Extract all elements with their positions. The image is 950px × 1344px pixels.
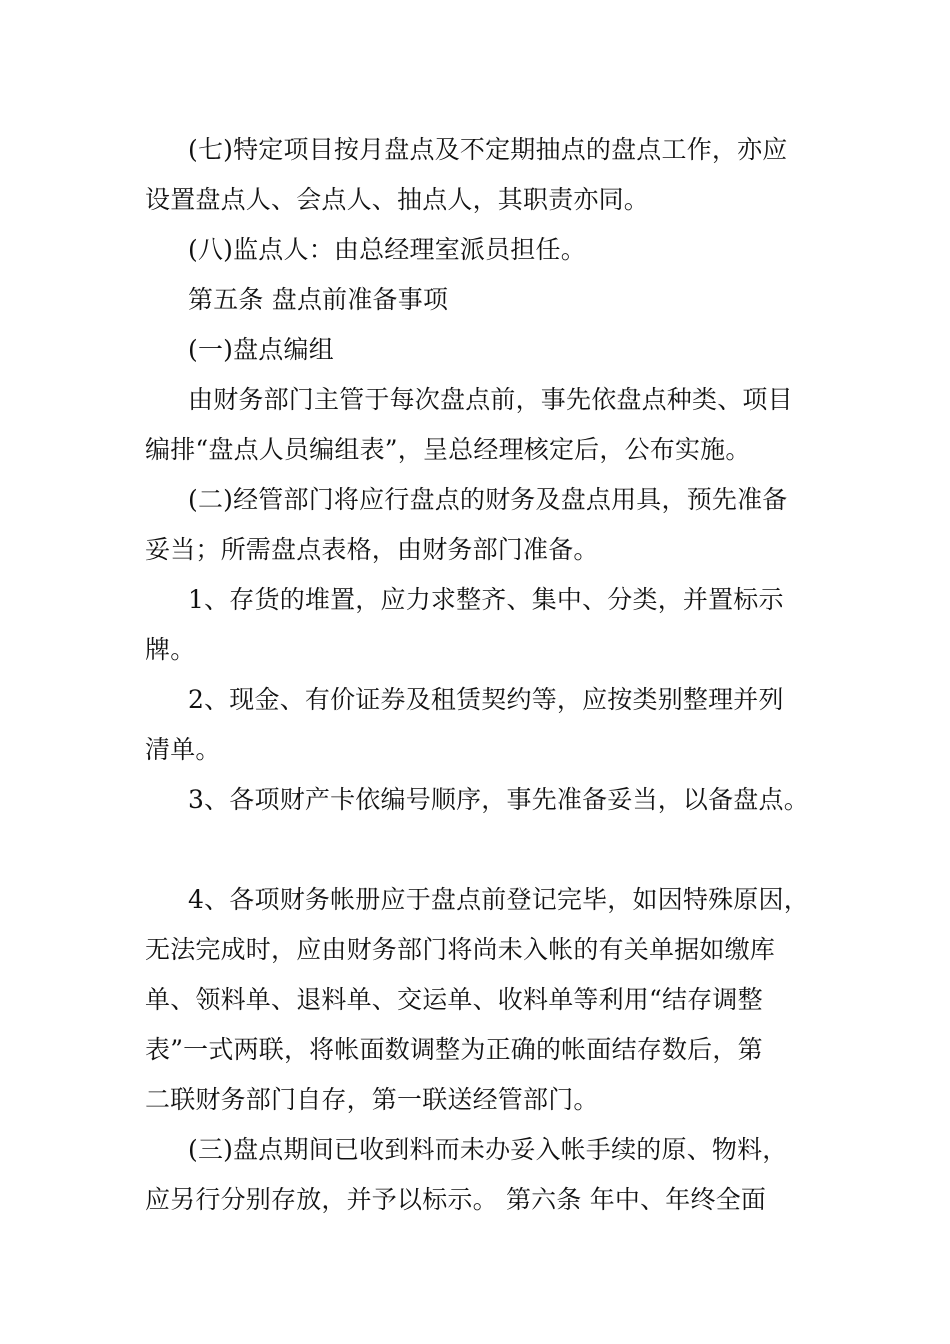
list-item-line: 3、各项财产卡依编号顺序，事先准备妥当，以备盘点。 [188,785,809,814]
list-item-line: 表”一式两联，将帐面数调整为正确的帐面结存数后，第 [145,1035,763,1064]
subsection-heading: (一)盘点编组 [188,335,334,364]
paragraph-line: (七)特定项目按月盘点及不定期抽点的盘点工作，亦应 [188,135,788,164]
list-item-line: 无法完成时，应由财务部门将尚未入帐的有关单据如缴库 [145,935,776,964]
list-item-line: 二联财务部门自存，第一联送经管部门。 [145,1085,599,1114]
list-item-line: 清单。 [145,735,221,764]
paragraph-line: 编排“盘点人员编组表”，呈总经理核定后，公布实施。 [145,435,751,464]
list-item-line: 单、领料单、退料单、交运单、收料单等利用“结存调整 [145,985,763,1014]
list-item-line: 4、各项财务帐册应于盘点前登记完毕，如因特殊原因， [188,885,809,914]
paragraph-line: 妥当；所需盘点表格，由财务部门准备。 [145,535,599,564]
paragraph-line: (八)监点人：由总经理室派员担任。 [188,235,586,264]
list-item-line: 2、现金、有价证券及租赁契约等，应按类别整理并列 [188,685,784,714]
section-heading: 第五条 盘点前准备事项 [188,285,449,314]
paragraph-line: (二)经管部门将应行盘点的财务及盘点用具，预先准备 [188,485,788,514]
list-item-line: 1、存货的堆置，应力求整齐、集中、分类，并置标示 [188,585,784,614]
paragraph-line: 设置盘点人、会点人、抽点人，其职责亦同。 [145,185,650,214]
paragraph-line: (三)盘点期间已收到料而未办妥入帐手续的原、物料， [188,1135,788,1164]
paragraph-line: 由财务部门主管于每次盘点前，事先依盘点种类、项目 [188,385,793,414]
list-item-line: 牌。 [145,635,196,664]
paragraph-line: 应另行分别存放，并予以标示。 第六条 年中、年终全面 [145,1185,767,1214]
